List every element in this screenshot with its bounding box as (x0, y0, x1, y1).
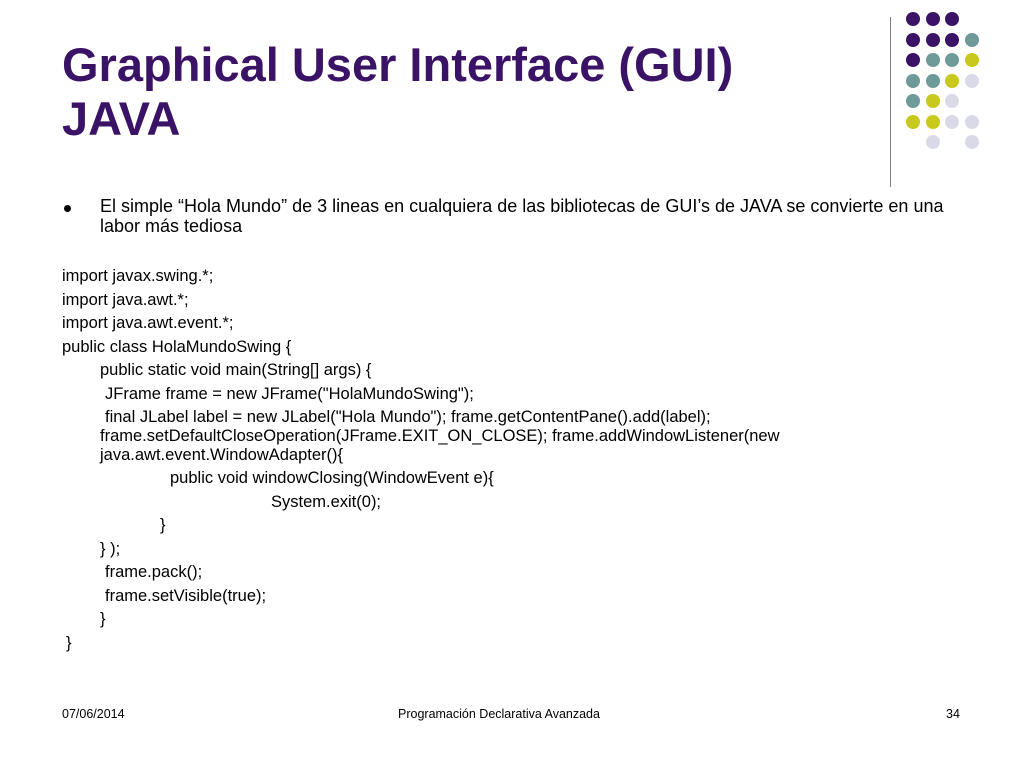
code-line: import java.awt.event.*; (62, 314, 234, 332)
code-line: public class HolaMundoSwing { (62, 337, 292, 356)
decorative-dot (945, 12, 959, 26)
code-line: } ); (100, 539, 121, 558)
code-line-text: final JLabel label = new JLabel("Hola Mundo"); frame.getContentPane().add(label); frame.setDefaultCloseOperation(JFrame.EXIT_ON_CLOSE); frame.addWindowListener(new java.awt.event.WindowAdapter(){ (100, 408, 780, 464)
decorative-dot (965, 74, 979, 88)
code-line: public void windowClosing(WindowEvent e){ (170, 469, 494, 487)
code-line: System.exit(0); (271, 492, 382, 511)
decorative-dot (945, 33, 959, 47)
code-line: frame.setVisible(true); (105, 586, 267, 605)
footer-date: 07/06/2014 (62, 707, 125, 721)
decorative-dot (926, 12, 940, 26)
code-line: import javax.swing.*; (62, 267, 214, 285)
decorative-dot (926, 53, 940, 67)
decorative-dot (945, 115, 959, 129)
decorative-dot (965, 53, 979, 67)
bullet-icon (64, 205, 71, 212)
decorative-dot (926, 33, 940, 47)
slide-title-line-2: JAVA (62, 92, 181, 145)
decorative-dot (926, 135, 940, 149)
code-line: import java.awt.*; (62, 290, 189, 309)
decorative-dot (906, 94, 920, 108)
decorative-dot (945, 94, 959, 108)
decorative-dot (926, 74, 940, 88)
code-line: } (160, 516, 166, 534)
bullet-text: El simple “Hola Mundo” de 3 lineas en cualquiera de las bibliotecas de GUI’s de JAVA se convierte en una labor más tediosa (100, 196, 944, 236)
code-line: JFrame frame = new JFrame("HolaMundoSwing"); (105, 384, 474, 403)
decorative-dot (906, 12, 920, 26)
code-line (62, 406, 942, 467)
decorative-dot (945, 74, 959, 88)
decorative-dot (906, 33, 920, 47)
decorative-dot (906, 115, 920, 129)
slide-title (62, 38, 862, 146)
code-line: public static void main(String[] args) { (100, 361, 372, 379)
decorative-dot (945, 53, 959, 67)
decorative-dot (906, 53, 920, 67)
code-line: } (66, 633, 72, 652)
decorative-dot (926, 115, 940, 129)
decorative-divider (890, 17, 891, 187)
code-line: frame.pack(); (105, 563, 203, 581)
decorative-dot (906, 74, 920, 88)
slide-title-line-1: Graphical User Interface (GUI) (62, 38, 734, 91)
code-block (62, 265, 942, 655)
decorative-dot (965, 115, 979, 129)
decorative-dot (965, 135, 979, 149)
code-line: } (100, 610, 106, 628)
decorative-dot (965, 33, 979, 47)
page-number: 34 (946, 707, 960, 721)
decorative-dot (926, 94, 940, 108)
decorative-dot-grid (906, 12, 1006, 172)
footer-title: Programación Declarativa Avanzada (398, 707, 600, 721)
